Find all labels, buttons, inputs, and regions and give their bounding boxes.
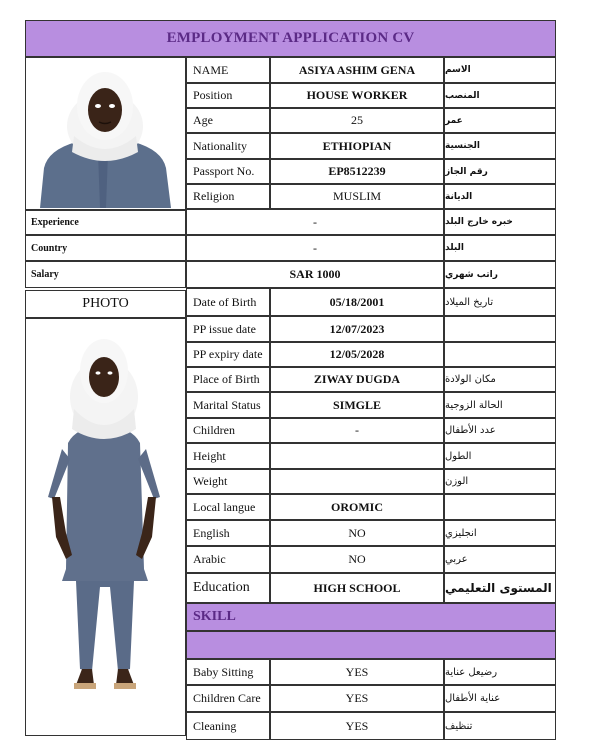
cv-sheet [25,20,556,736]
detail-3-arabic-label: مكان الولادة [444,367,556,392]
detail-2-label: PP expiry date [186,342,270,367]
detail-7-value [270,469,444,494]
wide-field-0-label: Experience [25,209,186,235]
detail-3-label: Place of Birth [186,367,270,392]
detail-7-label: Weight [186,469,270,494]
field-0-value: ASIYA ASHIM GENA [270,57,444,83]
detail-9-label: English [186,520,270,546]
detail-6-arabic-label: الطول [444,443,556,469]
wide-field-2-label: Salary [25,261,186,288]
photo-label-cell [25,290,186,318]
detail-7-arabic-label: الوزن [444,469,556,494]
skill-0-arabic-label: رضيعل عناية [444,659,556,685]
portrait-photo [26,58,185,210]
field-2-value: 25 [270,108,444,133]
detail-10-arabic-label: عربي [444,546,556,573]
field-4-label: Passport No. [186,159,270,184]
detail-5-arabic-label: عدد الأطفال [444,418,556,443]
skill-header-blank-row [186,631,556,659]
field-4-value: EP8512239 [270,159,444,184]
detail-5-value: - [270,418,444,443]
portrait-photo-cell [25,57,186,211]
wide-field-2-value: SAR 1000 [186,261,444,288]
education-label: Education [186,573,270,603]
detail-6-label: Height [186,443,270,469]
detail-8-arabic-label [444,494,556,520]
field-3-value: ETHIOPIAN [270,133,444,159]
field-0-label: NAME [186,57,270,83]
field-5-value: MUSLIM [270,184,444,209]
field-5-label: Religion [186,184,270,209]
wide-field-1-arabic-label: البلد [444,235,556,261]
wide-field-1-value: - [186,235,444,261]
skill-header: SKILL [186,603,556,631]
field-3-label: Nationality [186,133,270,159]
detail-1-arabic-label [444,316,556,342]
detail-2-value: 12/05/2028 [270,342,444,367]
detail-0-label: Date of Birth [186,288,270,316]
detail-2-arabic-label [444,342,556,367]
detail-4-arabic-label: الحالة الزوجية [444,392,556,418]
detail-8-label: Local langue [186,494,270,520]
wide-field-0-arabic-label: خبره خارج البلد [444,209,556,235]
detail-1-value: 12/07/2023 [270,316,444,342]
skill-1-value: YES [270,685,444,712]
field-1-value: HOUSE WORKER [270,83,444,108]
wide-field-2-arabic-label: راتب شهري [444,261,556,288]
skill-1-arabic-label: عناية الأطفال [444,685,556,712]
skill-2-label: Cleaning [186,712,270,740]
detail-0-arabic-label: تاريخ الميلاد [444,288,556,316]
skill-1-label: Children Care [186,685,270,712]
skill-0-label: Baby Sitting [186,659,270,685]
education-value: HIGH SCHOOL [270,573,444,603]
full-body-photo [26,319,185,735]
education-arabic-label: المستوى التعليمي [444,573,556,603]
field-5-arabic-label: الديانة [444,184,556,209]
field-2-label: Age [186,108,270,133]
field-1-label: Position [186,83,270,108]
full-body-photo-cell [25,318,186,736]
detail-1-label: PP issue date [186,316,270,342]
detail-9-arabic-label: انجليزي [444,520,556,546]
detail-4-value: SIMGLE [270,392,444,418]
detail-3-value: ZIWAY DUGDA [270,367,444,392]
skill-0-value: YES [270,659,444,685]
wide-field-0-value: - [186,209,444,235]
skill-2-value: YES [270,712,444,740]
field-3-arabic-label: الجنسية [444,133,556,159]
skill-2-arabic-label: تنظيف [444,712,556,740]
detail-10-value: NO [270,546,444,573]
detail-4-label: Marital Status [186,392,270,418]
wide-field-1-label: Country [25,235,186,261]
detail-8-value: OROMIC [270,494,444,520]
photo-label: PHOTO [82,296,129,311]
detail-9-value: NO [270,520,444,546]
detail-0-value: 05/18/2001 [270,288,444,316]
field-0-arabic-label: الاسم [444,57,556,83]
field-2-arabic-label: عمر [444,108,556,133]
detail-6-value [270,443,444,469]
detail-5-label: Children [186,418,270,443]
cv-title: EMPLOYMENT APPLICATION CV [25,20,556,57]
field-4-arabic-label: رقم الجاز [444,159,556,184]
detail-10-label: Arabic [186,546,270,573]
field-1-arabic-label: المنصب [444,83,556,108]
